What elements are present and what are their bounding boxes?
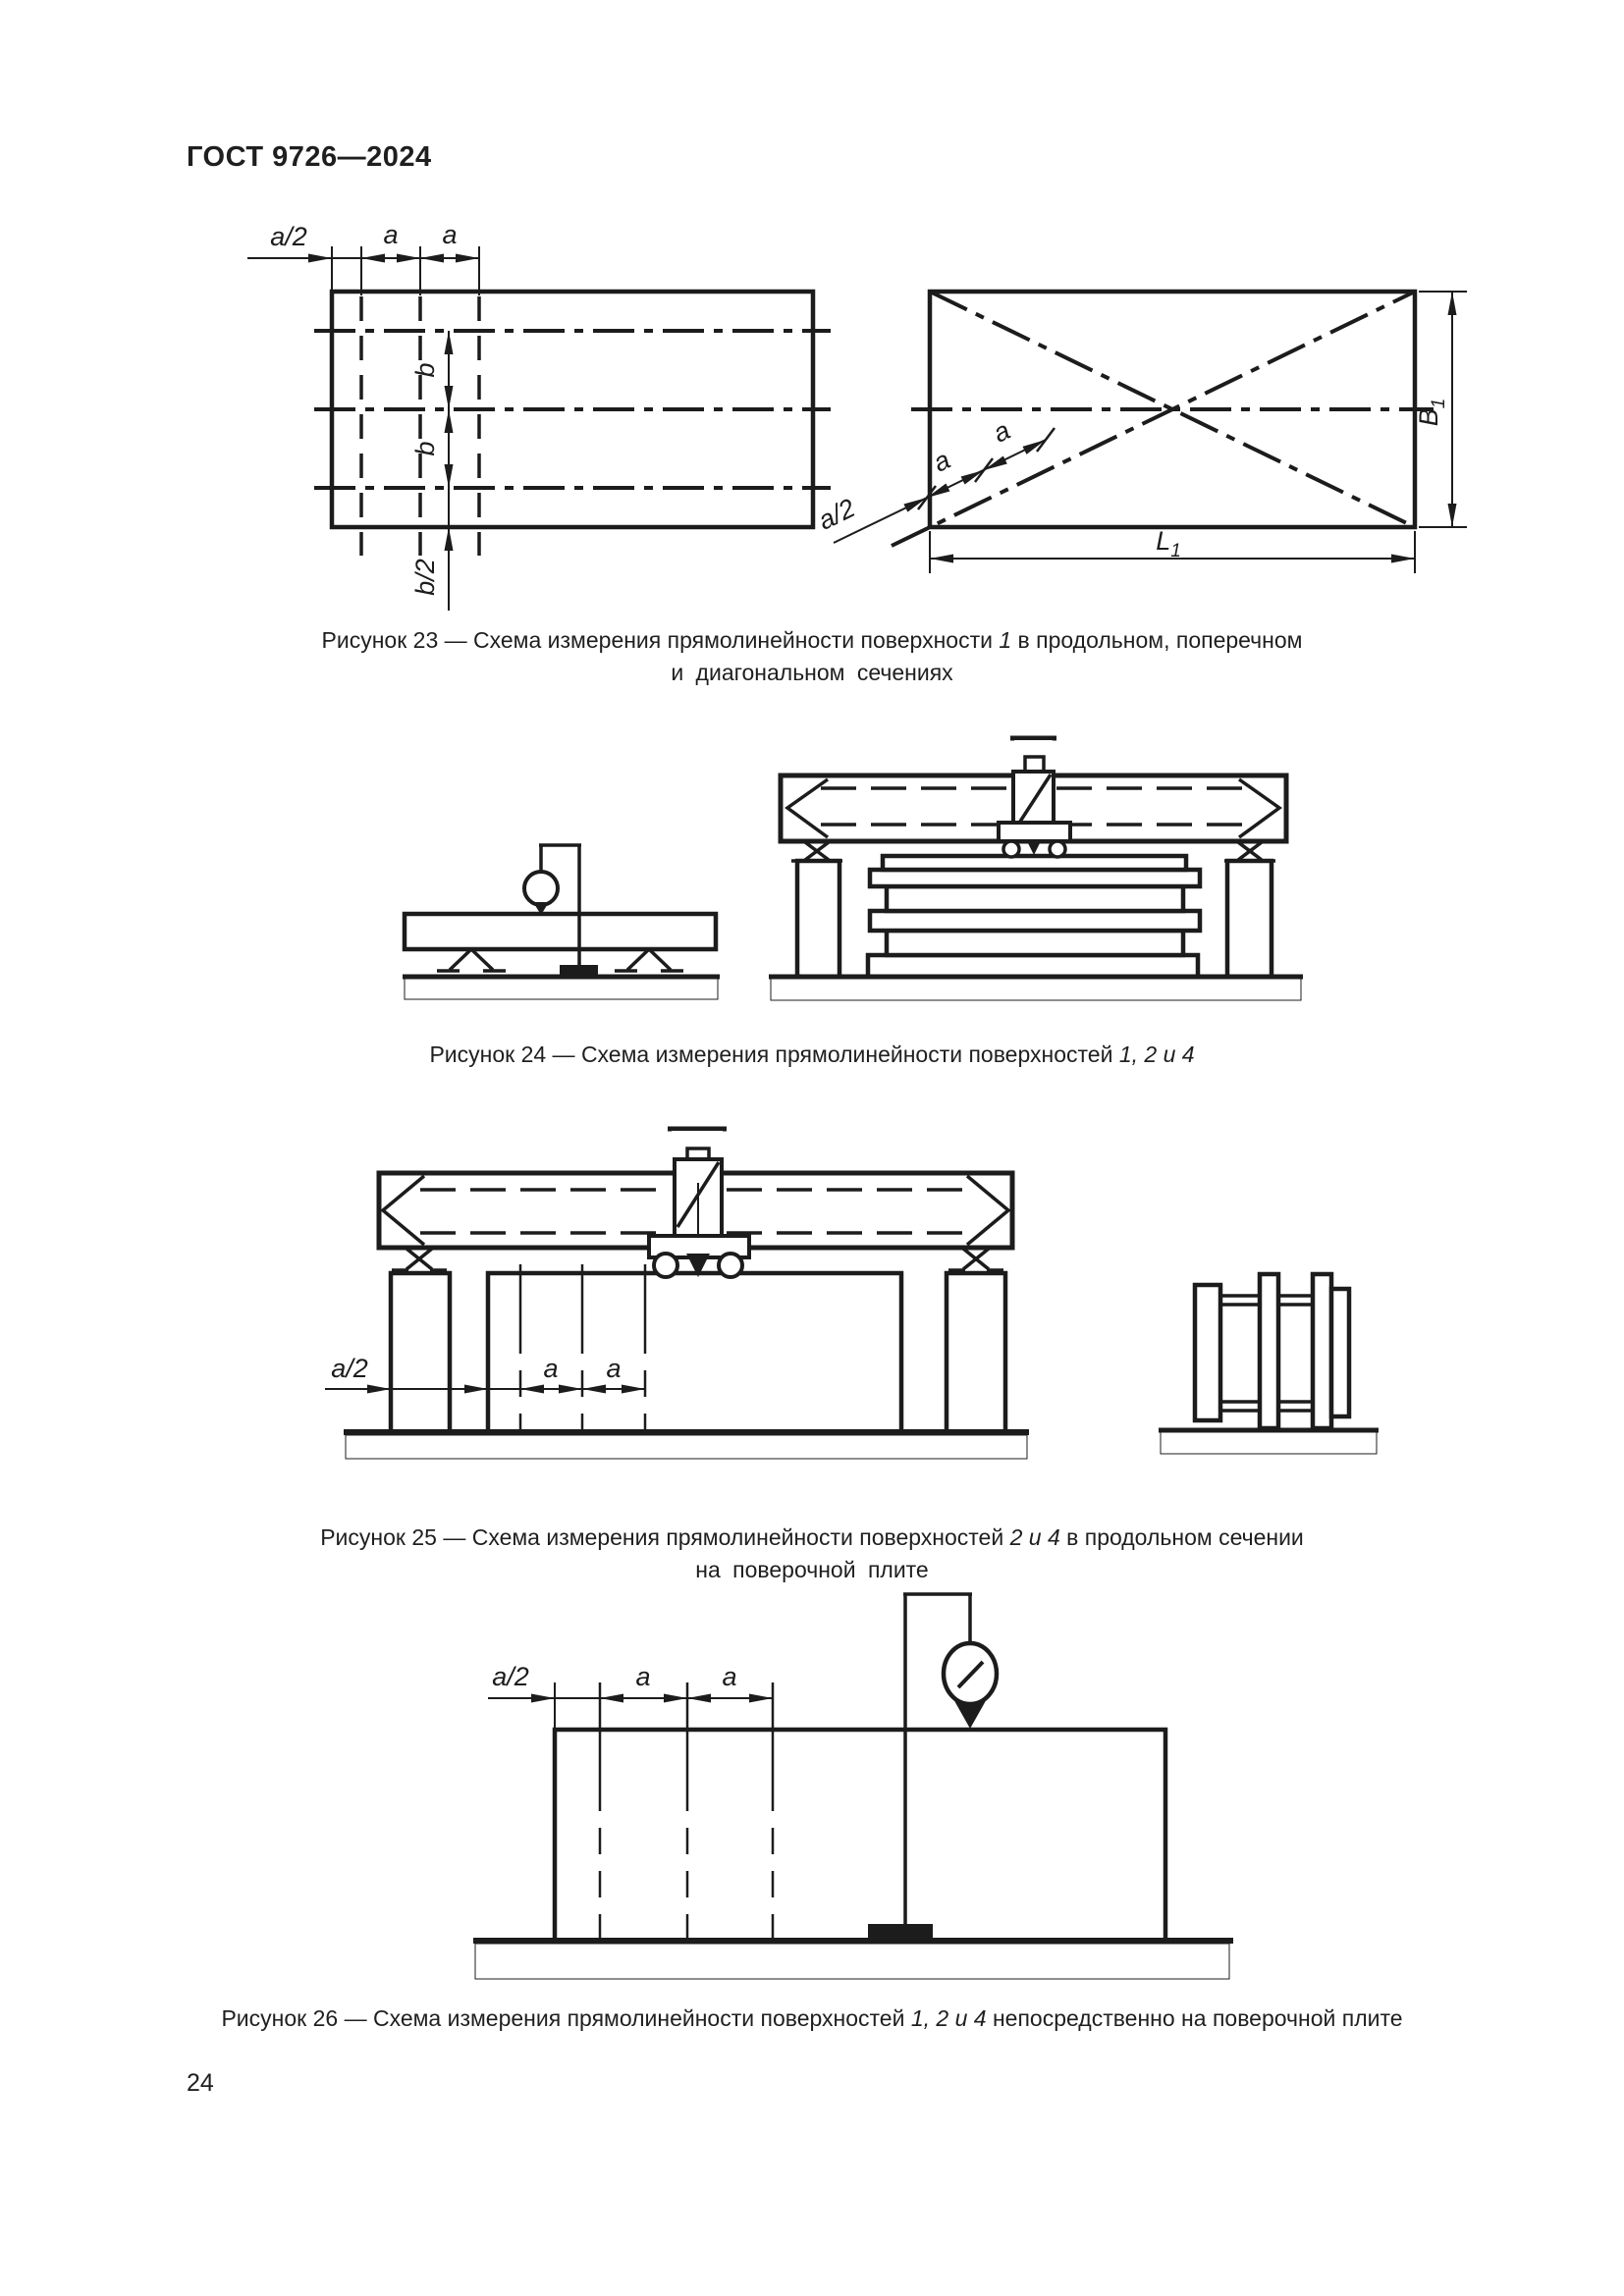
dim-label-a: a <box>442 220 458 249</box>
ground-hatching <box>475 1944 1229 1979</box>
dim-label-b: b <box>410 362 440 378</box>
dim-label-a: a <box>722 1662 737 1691</box>
dim-label-B1: $B_1$ <box>1414 398 1449 427</box>
figure23-caption <box>88 624 1536 689</box>
caption-line: Рисунок 25 — Схема измерения прямолинейности поверхностей 2 и 4 в продольном сечении <box>320 1524 1304 1550</box>
dim-label-a-half: a/2 <box>270 222 307 251</box>
dim-label-b-half: b/2 <box>410 559 440 596</box>
dim-label-a-half: a/2 <box>492 1662 529 1691</box>
caption-line: и диагональном сечениях <box>671 660 953 685</box>
ground-hatching <box>346 1435 1027 1459</box>
carriage-wheel-icon <box>654 1254 677 1277</box>
caption-line: Рисунок 24 — Схема измерения прямолинейности поверхностей 1, 2 и 4 <box>429 1041 1195 1067</box>
figure24-caption <box>88 1039 1536 1071</box>
ground-hatching <box>1161 1432 1377 1454</box>
carriage-wheel-icon <box>1050 841 1065 857</box>
caption-line: Рисунок 26 — Схема измерения прямолинейности поверхностей 1, 2 и 4 непосредственно на поверочной плите <box>221 2005 1403 2031</box>
dim-label-a: a <box>383 220 399 249</box>
figure26-caption <box>88 2002 1536 2035</box>
figure23-plan-view <box>247 220 831 611</box>
caption-line: Рисунок 23 — Схема измерения прямолинейности поверхности 1 в продольном, поперечном <box>321 627 1303 653</box>
carriage-wheel-icon <box>1003 841 1019 857</box>
page-number: 24 <box>187 2069 214 2097</box>
carriage-wheel-icon <box>719 1254 742 1277</box>
dim-label-a: a <box>543 1354 559 1383</box>
figure25-end-view <box>1159 1274 1379 1454</box>
dim-label-a: a <box>606 1354 622 1383</box>
dim-label-a-half: a/2 <box>813 493 860 536</box>
dim-label-a: a <box>635 1662 651 1691</box>
standard-number-header: ГОСТ 9726—2024 <box>187 141 432 173</box>
figure23-diagonal-view <box>814 292 1467 573</box>
ground-hatching <box>771 979 1301 1000</box>
dim-label-a-half: a/2 <box>331 1354 368 1383</box>
figure24-straightedge-unit <box>769 738 1303 1000</box>
dial-indicator-icon <box>524 872 558 905</box>
dim-label-a: a <box>928 445 955 478</box>
ground-hatching <box>405 979 718 999</box>
caption-line: на поверочной плите <box>695 1557 929 1582</box>
figure25-caption <box>88 1522 1536 1586</box>
dim-label-b: b <box>410 441 440 456</box>
dim-label-a: a <box>988 415 1015 449</box>
figure25-main-view <box>325 1129 1029 1459</box>
figure24-indicator-unit <box>403 845 720 999</box>
figure26-view <box>473 1594 1233 1979</box>
dim-label-L1: $L_1$ <box>1156 526 1181 561</box>
